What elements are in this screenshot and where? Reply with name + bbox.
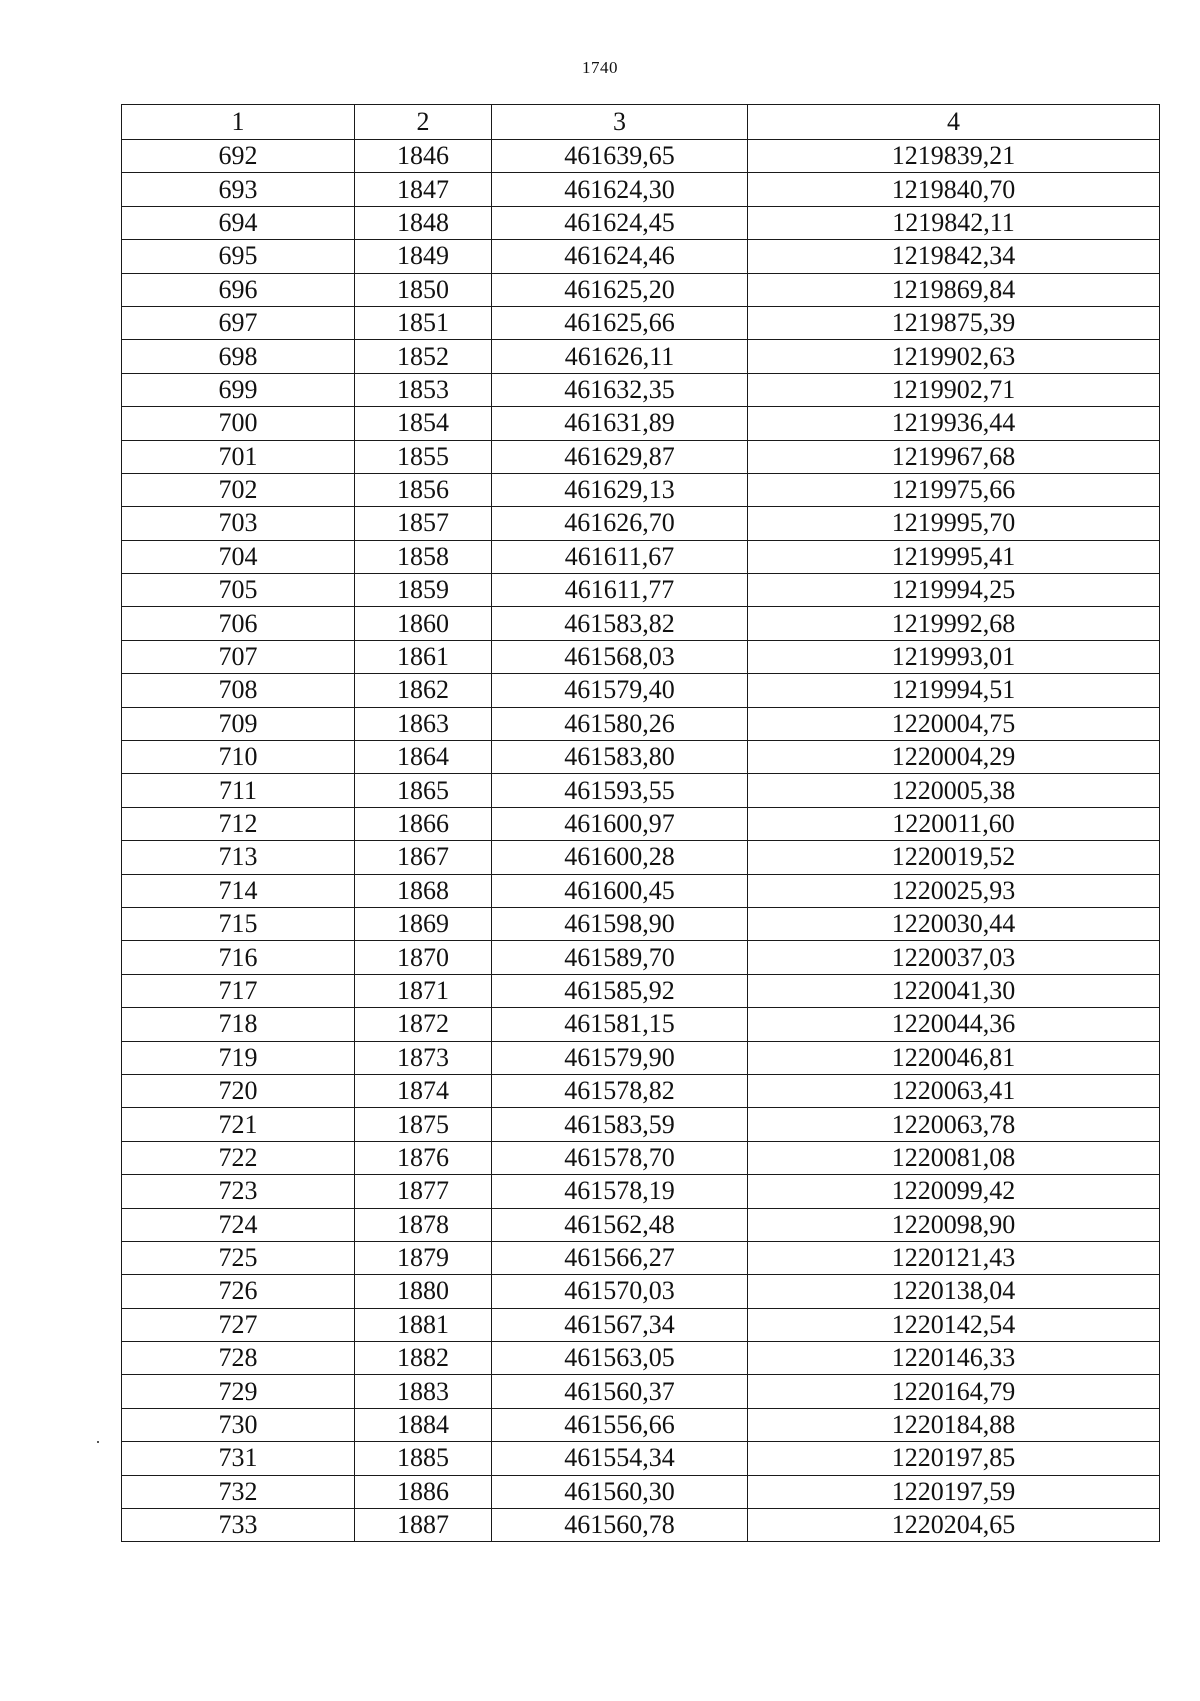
table-row [122, 1509, 1160, 1542]
column-header-4: 4 [748, 105, 1160, 140]
table-cell-col2: 1856 [355, 473, 492, 506]
table-cell-col2: 1864 [355, 741, 492, 774]
table-cell-col2: 1875 [355, 1108, 492, 1141]
table-cell-col2: 1849 [355, 240, 492, 273]
table-cell-col4: 1219839,21 [748, 140, 1160, 173]
table-cell-col1: 704 [122, 540, 355, 573]
table-cell-col1: 731 [122, 1442, 355, 1475]
table-row [122, 1342, 1160, 1375]
table-cell-col1: 733 [122, 1509, 355, 1542]
table-cell-col4: 1220121,43 [748, 1241, 1160, 1274]
table-cell-col4: 1219994,51 [748, 674, 1160, 707]
table-cell-col4: 1220063,78 [748, 1108, 1160, 1141]
table-row [122, 574, 1160, 607]
table-cell-col2: 1873 [355, 1041, 492, 1074]
table-cell-col1: 720 [122, 1074, 355, 1107]
table-cell-col1: 712 [122, 807, 355, 840]
table-cell-col2: 1848 [355, 206, 492, 239]
table-row [122, 473, 1160, 506]
table-cell-col4: 1220197,85 [748, 1442, 1160, 1475]
table-cell-col2: 1852 [355, 340, 492, 373]
table-cell-col4: 1220005,38 [748, 774, 1160, 807]
table-cell-col3: 461632,35 [492, 373, 748, 406]
table-cell-col3: 461625,20 [492, 273, 748, 306]
table-cell-col1: 718 [122, 1008, 355, 1041]
table-row [122, 1208, 1160, 1241]
table-cell-col3: 461581,15 [492, 1008, 748, 1041]
table-row [122, 907, 1160, 940]
table-cell-col1: 726 [122, 1275, 355, 1308]
scan-speck [97, 1441, 99, 1443]
table-cell-col1: 725 [122, 1241, 355, 1274]
table-cell-col4: 1219975,66 [748, 473, 1160, 506]
page-number: 1740 [582, 58, 618, 77]
table-row [122, 173, 1160, 206]
table-cell-col2: 1858 [355, 540, 492, 573]
table-cell-col2: 1878 [355, 1208, 492, 1241]
table-cell-col4: 1220204,65 [748, 1509, 1160, 1542]
table-cell-col3: 461563,05 [492, 1342, 748, 1375]
table-cell-col3: 461562,48 [492, 1208, 748, 1241]
table-cell-col1: 700 [122, 407, 355, 440]
table-row [122, 1375, 1160, 1408]
table-cell-col1: 721 [122, 1108, 355, 1141]
table-cell-col4: 1219902,63 [748, 340, 1160, 373]
table-cell-col1: 729 [122, 1375, 355, 1408]
table-cell-col4: 1219869,84 [748, 273, 1160, 306]
table-row [122, 407, 1160, 440]
table-cell-col4: 1219840,70 [748, 173, 1160, 206]
table-cell-col3: 461631,89 [492, 407, 748, 440]
table-cell-col2: 1883 [355, 1375, 492, 1408]
table-cell-col3: 461600,28 [492, 841, 748, 874]
table-row [122, 373, 1160, 406]
table-cell-col4: 1220019,52 [748, 841, 1160, 874]
table-row [122, 240, 1160, 273]
table-cell-col3: 461600,45 [492, 874, 748, 907]
table-row [122, 1141, 1160, 1174]
table-cell-col1: 705 [122, 574, 355, 607]
table-cell-col3: 461629,87 [492, 440, 748, 473]
table-cell-col4: 1220146,33 [748, 1342, 1160, 1375]
table-cell-col4: 1220037,03 [748, 941, 1160, 974]
table-cell-col2: 1877 [355, 1175, 492, 1208]
table-cell-col1: 728 [122, 1342, 355, 1375]
table-cell-col2: 1885 [355, 1442, 492, 1475]
table-cell-col2: 1850 [355, 273, 492, 306]
table-cell-col3: 461579,40 [492, 674, 748, 707]
table-cell-col3: 461554,34 [492, 1442, 748, 1475]
table-row [122, 607, 1160, 640]
table-cell-col4: 1220041,30 [748, 974, 1160, 1007]
table-cell-col2: 1866 [355, 807, 492, 840]
table-cell-col2: 1881 [355, 1308, 492, 1341]
table-cell-col3: 461585,92 [492, 974, 748, 1007]
table-cell-col1: 715 [122, 907, 355, 940]
table-cell-col1: 703 [122, 507, 355, 540]
table-cell-col1: 692 [122, 140, 355, 173]
table-cell-col2: 1857 [355, 507, 492, 540]
table-row [122, 1475, 1160, 1508]
table-cell-col3: 461589,70 [492, 941, 748, 974]
table-cell-col3: 461598,90 [492, 907, 748, 940]
table-cell-col4: 1220063,41 [748, 1074, 1160, 1107]
table-row [122, 1442, 1160, 1475]
table-cell-col3: 461556,66 [492, 1408, 748, 1441]
table-row [122, 774, 1160, 807]
coordinates-table [121, 104, 1160, 1542]
table-row [122, 306, 1160, 339]
table-cell-col2: 1887 [355, 1509, 492, 1542]
table-cell-col4: 1219967,68 [748, 440, 1160, 473]
table-cell-col4: 1220004,75 [748, 707, 1160, 740]
table-cell-col1: 723 [122, 1175, 355, 1208]
table-row [122, 1074, 1160, 1107]
table-cell-col1: 698 [122, 340, 355, 373]
table-cell-col2: 1847 [355, 173, 492, 206]
table-cell-col4: 1220025,93 [748, 874, 1160, 907]
table-cell-col3: 461580,26 [492, 707, 748, 740]
table-cell-col2: 1879 [355, 1241, 492, 1274]
table-cell-col1: 696 [122, 273, 355, 306]
table-cell-col3: 461570,03 [492, 1275, 748, 1308]
table-cell-col3: 461560,30 [492, 1475, 748, 1508]
table-cell-col1: 727 [122, 1308, 355, 1341]
table-cell-col4: 1219936,44 [748, 407, 1160, 440]
table-cell-col3: 461560,37 [492, 1375, 748, 1408]
table-cell-col1: 716 [122, 941, 355, 974]
table-cell-col1: 724 [122, 1208, 355, 1241]
table-cell-col3: 461567,34 [492, 1308, 748, 1341]
table-cell-col1: 701 [122, 440, 355, 473]
column-header-3: 3 [492, 105, 748, 140]
table-row [122, 674, 1160, 707]
table-cell-col4: 1220081,08 [748, 1141, 1160, 1174]
table-row [122, 941, 1160, 974]
table-row [122, 640, 1160, 673]
table-row [122, 140, 1160, 173]
table-row [122, 507, 1160, 540]
table-cell-col2: 1870 [355, 941, 492, 974]
table-cell-col2: 1871 [355, 974, 492, 1007]
table-cell-col1: 714 [122, 874, 355, 907]
table-cell-col3: 461626,11 [492, 340, 748, 373]
table-cell-col2: 1851 [355, 306, 492, 339]
table-cell-col4: 1220004,29 [748, 741, 1160, 774]
table-cell-col2: 1884 [355, 1408, 492, 1441]
table-cell-col1: 694 [122, 206, 355, 239]
table-cell-col4: 1219994,25 [748, 574, 1160, 607]
table-cell-col2: 1872 [355, 1008, 492, 1041]
header-row [122, 105, 1160, 140]
table-row [122, 1008, 1160, 1041]
table-cell-col2: 1886 [355, 1475, 492, 1508]
table-cell-col2: 1854 [355, 407, 492, 440]
table-row [122, 340, 1160, 373]
table-cell-col2: 1859 [355, 574, 492, 607]
table-cell-col4: 1220184,88 [748, 1408, 1160, 1441]
table-row [122, 1275, 1160, 1308]
table-cell-col2: 1863 [355, 707, 492, 740]
table-row [122, 273, 1160, 306]
table-cell-col4: 1219842,11 [748, 206, 1160, 239]
table-cell-col4: 1220030,44 [748, 907, 1160, 940]
table-cell-col2: 1846 [355, 140, 492, 173]
table-cell-col3: 461629,13 [492, 473, 748, 506]
table-cell-col1: 707 [122, 640, 355, 673]
table-cell-col3: 461611,67 [492, 540, 748, 573]
table-cell-col1: 717 [122, 974, 355, 1007]
table-cell-col3: 461579,90 [492, 1041, 748, 1074]
table-cell-col2: 1882 [355, 1342, 492, 1375]
table-cell-col3: 461583,59 [492, 1108, 748, 1141]
table-cell-col2: 1861 [355, 640, 492, 673]
table-body [122, 140, 1160, 1542]
table-cell-col3: 461625,66 [492, 306, 748, 339]
table-cell-col4: 1220197,59 [748, 1475, 1160, 1508]
table-cell-col4: 1220046,81 [748, 1041, 1160, 1074]
table-cell-col1: 709 [122, 707, 355, 740]
table-cell-col4: 1220044,36 [748, 1008, 1160, 1041]
table-cell-col3: 461624,46 [492, 240, 748, 273]
table-cell-col4: 1220011,60 [748, 807, 1160, 840]
table-row [122, 707, 1160, 740]
table-cell-col3: 461578,19 [492, 1175, 748, 1208]
table-row [122, 874, 1160, 907]
table-cell-col2: 1862 [355, 674, 492, 707]
table-row [122, 1408, 1160, 1441]
table-cell-col2: 1868 [355, 874, 492, 907]
table-cell-col1: 708 [122, 674, 355, 707]
table-row [122, 540, 1160, 573]
table-cell-col4: 1219875,39 [748, 306, 1160, 339]
table-cell-col3: 461600,97 [492, 807, 748, 840]
table-header [122, 105, 1160, 140]
table-cell-col3: 461578,70 [492, 1141, 748, 1174]
table-cell-col4: 1219993,01 [748, 640, 1160, 673]
table-cell-col1: 699 [122, 373, 355, 406]
table-cell-col1: 722 [122, 1141, 355, 1174]
table-cell-col3: 461611,77 [492, 574, 748, 607]
table-row [122, 974, 1160, 1007]
table-cell-col3: 461626,70 [492, 507, 748, 540]
table-cell-col1: 730 [122, 1408, 355, 1441]
table-row [122, 1108, 1160, 1141]
table-cell-col4: 1219995,70 [748, 507, 1160, 540]
table-cell-col1: 693 [122, 173, 355, 206]
table-cell-col1: 706 [122, 607, 355, 640]
table-cell-col3: 461639,65 [492, 140, 748, 173]
table-cell-col1: 702 [122, 473, 355, 506]
table-cell-col4: 1220142,54 [748, 1308, 1160, 1341]
table-cell-col3: 461578,82 [492, 1074, 748, 1107]
table-row [122, 1175, 1160, 1208]
table-cell-col2: 1874 [355, 1074, 492, 1107]
table-cell-col3: 461583,82 [492, 607, 748, 640]
table-cell-col3: 461593,55 [492, 774, 748, 807]
table-cell-col2: 1855 [355, 440, 492, 473]
table-cell-col4: 1219992,68 [748, 607, 1160, 640]
table-cell-col1: 710 [122, 741, 355, 774]
table-cell-col2: 1860 [355, 607, 492, 640]
table-cell-col2: 1865 [355, 774, 492, 807]
table-cell-col1: 713 [122, 841, 355, 874]
column-header-1: 1 [122, 105, 355, 140]
table-row [122, 206, 1160, 239]
table-row [122, 1308, 1160, 1341]
table-cell-col1: 711 [122, 774, 355, 807]
table-cell-col4: 1220099,42 [748, 1175, 1160, 1208]
table-cell-col3: 461566,27 [492, 1241, 748, 1274]
table-row [122, 807, 1160, 840]
table-cell-col2: 1876 [355, 1141, 492, 1174]
table-cell-col4: 1219842,34 [748, 240, 1160, 273]
table-cell-col4: 1220138,04 [748, 1275, 1160, 1308]
table-row [122, 741, 1160, 774]
table-cell-col3: 461568,03 [492, 640, 748, 673]
table-row [122, 841, 1160, 874]
table-cell-col4: 1220098,90 [748, 1208, 1160, 1241]
table-cell-col3: 461624,45 [492, 206, 748, 239]
table-cell-col4: 1220164,79 [748, 1375, 1160, 1408]
table-cell-col1: 695 [122, 240, 355, 273]
table-row [122, 1241, 1160, 1274]
table-cell-col1: 732 [122, 1475, 355, 1508]
table-cell-col4: 1219902,71 [748, 373, 1160, 406]
table-cell-col3: 461583,80 [492, 741, 748, 774]
table-cell-col1: 697 [122, 306, 355, 339]
table-cell-col2: 1867 [355, 841, 492, 874]
column-header-2: 2 [355, 105, 492, 140]
table-cell-col2: 1853 [355, 373, 492, 406]
table-cell-col2: 1880 [355, 1275, 492, 1308]
table-row [122, 440, 1160, 473]
table-cell-col3: 461560,78 [492, 1509, 748, 1542]
table-cell-col4: 1219995,41 [748, 540, 1160, 573]
table-cell-col3: 461624,30 [492, 173, 748, 206]
table-cell-col1: 719 [122, 1041, 355, 1074]
table-row [122, 1041, 1160, 1074]
table-cell-col2: 1869 [355, 907, 492, 940]
